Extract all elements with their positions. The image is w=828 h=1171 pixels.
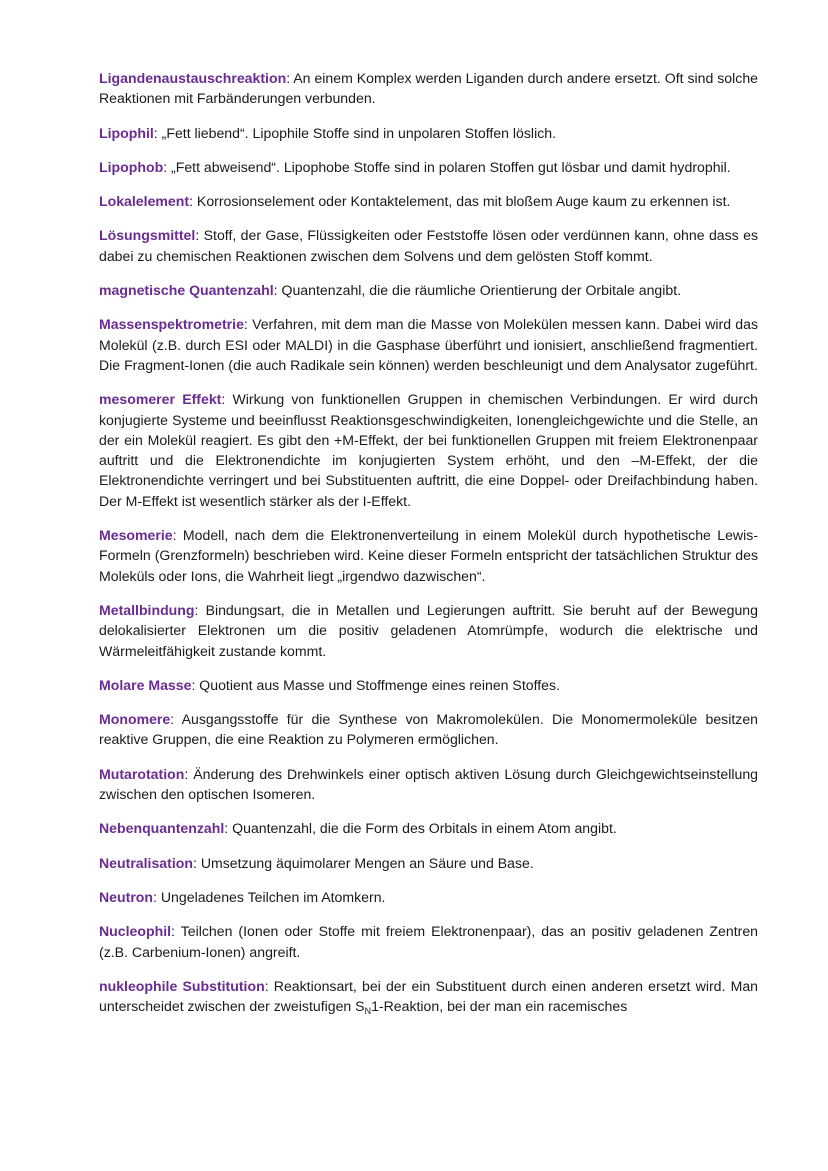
term: mesomerer Effekt [99, 391, 222, 408]
entry-nebenquantenzahl: Nebenquantenzahl: Quantenzahl, die die Form des Orbitals in einem Atom angibt. [99, 820, 617, 837]
definition: Quotient aus Masse und Stoffmenge eines reinen Stoffes. [199, 676, 560, 693]
entry-monomere: Monomere: Ausgangsstoffe für die Synthese von Makromolekülen. Die Monomermoleküle besitzen reaktive Gruppen, die eine Reaktion zu Polymeren ermöglichen. [99, 711, 758, 748]
entry-mesomerer-effekt: mesomerer Effekt: Wirkung von funktionellen Gruppen in chemischen Verbindungen. Er wird durch konjugierte Systeme und beeinflusst Reaktionsgeschwindigkeiten, Ionengleichgewichte und die Stelle, an der ein Molekül reagiert. Es gibt den +M-Effekt, der bei funktionellen Gruppen mit freiem Elektronenpaar auftritt und die Elektronendichte im konjugierten System erhöht, und den –M-Effekt, der die Elektronendichte verringert und bei Substituenten auftritt, die eine Doppel- oder Dreifachbindung haben. Der M-Effekt ist wesentlich stärker als der I-Effekt. [99, 391, 758, 509]
term: Lipophil [99, 124, 154, 141]
definition: Quantenzahl, die die räumliche Orientierung der Orbitale angibt. [281, 282, 682, 299]
entry-loesungsmittel: Lösungsmittel: Stoff, der Gase, Flüssigkeiten oder Feststoffe lösen oder verdünnen kann, ohne dass es dabei zu chemischen Reaktionen zwischen dem Solvens und dem gelösten Stoff kommt. [99, 227, 758, 264]
term: Nucleophil [99, 923, 172, 940]
term: nukleophile Substitution [99, 977, 265, 994]
definition: Korrosionselement oder Kontaktelement, das mit bloßem Auge kaum zu erkennen ist. [196, 193, 731, 210]
entry-magnetische-quantenzahl: magnetische Quantenzahl: Quantenzahl, die die räumliche Orientierung der Orbitale angibt. [99, 282, 682, 299]
term: Neutralisation [99, 854, 193, 871]
entry-mesomerie: Mesomerie: Modell, nach dem die Elektronenverteilung in einem Molekül durch hypothetische Lewis-Formeln (Grenzformeln) beschrieben wird. Keine dieser Formeln entspricht der tatsächlichen Struktur des Moleküls oder Ions, die Wahrheit liegt „irgendwo dazwischen“. [99, 527, 758, 584]
definition: Ausgangsstoffe für die Synthese von Makromolekülen. Die Monomermoleküle besitzen reaktive Gruppen, die eine Reaktion zu Polymeren ermöglichen. [99, 711, 758, 748]
definition: Quantenzahl, die die Form des Orbitals in einem Atom angibt. [232, 820, 617, 837]
term: Metallbindung [99, 601, 195, 618]
term: Lipophob [99, 158, 164, 175]
entry-lipophob: Lipophob: „Fett abweisend“. Lipophobe Stoffe sind in polaren Stoffen gut lösbar und damit hydrophil. [99, 158, 731, 175]
entry-molare-masse: Molare Masse: Quotient aus Masse und Stoffmenge eines reinen Stoffes. [99, 676, 560, 693]
subscript-n: N [364, 1006, 372, 1017]
definition: „Fett liebend“. Lipophile Stoffe sind in unpolaren Stoffen löslich. [161, 124, 556, 141]
term: Molare Masse [99, 676, 192, 693]
entry-neutron: Neutron: Ungeladenes Teilchen im Atomkern. [99, 888, 386, 905]
term: Neutron [99, 888, 154, 905]
entry-lokalelement: Lokalelement: Korrosionselement oder Kontaktelement, das mit bloßem Auge kaum zu erkennen ist. [99, 193, 731, 210]
definition: Ungeladenes Teilchen im Atomkern. [160, 888, 386, 905]
entry-ligandenaustauschreaktion: Ligandenaustauschreaktion: An einem Komplex werden Liganden durch andere ersetzt. Oft sind solche Reaktionen mit Farbänderungen verbunden. [99, 70, 758, 107]
definition: Teilchen (Ionen oder Stoffe mit freiem Elektronenpaar), das an positiv geladenen Zentren (z.B. Carbenium-Ionen) angreift. [99, 923, 758, 960]
definition-continued: 1-Reaktion, bei der man ein racemisches [371, 998, 628, 1015]
definition: Verfahren, mit dem man die Masse von Molekülen messen kann. Dabei wird das Molekül (z.B. durch ESI oder MALDI) in die Gasphase überführt und ionisiert, anschließend fragmentiert. Die Fragment-Ionen (die auch Radikale sein können) werden beschleunigt und dem Analysator zugeführt. [99, 316, 758, 373]
entry-lipophil: Lipophil: „Fett liebend“. Lipophile Stoffe sind in unpolaren Stoffen löslich. [99, 124, 556, 141]
definition: „Fett abweisend“. Lipophobe Stoffe sind in polaren Stoffen gut lösbar und damit hydrophil. [171, 158, 731, 175]
definition: Reaktionsart, bei der ein Substituent durch einen anderen ersetzt wird. Man unterscheidet zwischen der zweistufigen S [99, 977, 758, 1015]
entry-neutralisation: Neutralisation: Umsetzung äquimolarer Mengen an Säure und Base. [99, 854, 534, 871]
term: magnetische Quantenzahl [99, 282, 274, 299]
term: Mutarotation [99, 765, 185, 782]
definition: Änderung des Drehwinkels einer optisch aktiven Lösung durch Gleichgewichtseinstellung zwischen den optischen Isomeren. [99, 765, 758, 803]
term: Lösungsmittel [99, 227, 196, 244]
term: Ligandenaustauschreaktion [99, 70, 287, 86]
definition: Umsetzung äquimolarer Mengen an Säure und Base. [200, 854, 534, 871]
glossary-page [99, 68, 758, 1030]
term: Mesomerie [99, 527, 173, 544]
entry-metallbindung: Metallbindung: Bindungsart, die in Metallen und Legierungen auftritt. Sie beruht auf der Bewegung delokalisierter Elektronen um die positiv geladenen Atomrümpfe, wodurch die elektrische und Wärmeleitfähigkeit zustande kommt. [99, 601, 758, 659]
term: Monomere [99, 711, 171, 728]
definition: An einem Komplex werden Liganden durch andere ersetzt. Oft sind solche Reaktionen mit Farbänderungen verbunden. [99, 70, 758, 107]
entry-mutarotation: Mutarotation: Änderung des Drehwinkels einer optisch aktiven Lösung durch Gleichgewichtseinstellung zwischen den optischen Isomeren. [99, 765, 758, 803]
term: Lokalelement [99, 193, 190, 210]
entry-nukleophile-substitution: nukleophile Substitution: Reaktionsart, bei der ein Substituent durch einen anderen ersetzt wird. Man unterscheidet zwischen der zweistufigen $S_N1$-Reaktion, bei der man ein racemisches [99, 977, 758, 1017]
entry-nucleophil: Nucleophil: Teilchen (Ionen oder Stoffe mit freiem Elektronenpaar), das an positiv geladenen Zentren (z.B. Carbenium-Ionen) angreift. [99, 923, 758, 960]
definition: Wirkung von funktionellen Gruppen in chemischen Verbindungen. Er wird durch konjugierte Systeme und beeinflusst Reaktionsgeschwindigkeiten, Ionengleichgewichte und die Stelle, an der ein Molekül reagiert. Es gibt den +M-Effekt, der bei funktionellen Gruppen mit freiem Elektronenpaar auftritt und die Elektronendichte im konjugierten System erhöht, und den –M-Effekt, der die Elektronendichte verringert und bei Substituenten auftritt, die eine Doppel- oder Dreifachbindung haben. Der M-Effekt ist wesentlich stärker als der I-Effekt. [99, 391, 758, 509]
term: Nebenquantenzahl [99, 820, 225, 837]
definition: Bindungsart, die in Metallen und Legierungen auftritt. Sie beruht auf der Bewegung delokalisierter Elektronen um die positiv geladenen Atomrümpfe, wodurch die elektrische und Wärmeleitfähigkeit zustande kommt. [99, 601, 758, 659]
definition: Stoff, der Gase, Flüssigkeiten oder Feststoffe lösen oder verdünnen kann, ohne dass es dabei zu chemischen Reaktionen zwischen dem Solvens und dem gelösten Stoff kommt. [99, 227, 758, 264]
entry-massenspektrometrie: Massenspektrometrie: Verfahren, mit dem man die Masse von Molekülen messen kann. Dabei wird das Molekül (z.B. durch ESI oder MALDI) in die Gasphase überführt und ionisiert, anschließend fragmentiert. Die Fragment-Ionen (die auch Radikale sein können) werden beschleunigt und dem Analysator zugeführt. [99, 316, 758, 373]
term: Massenspektrometrie [99, 316, 244, 333]
definition: Modell, nach dem die Elektronenverteilung in einem Molekül durch hypothetische Lewis-Formeln (Grenzformeln) beschrieben wird. Keine dieser Formeln entspricht der tatsächlichen Struktur des Moleküls oder Ions, die Wahrheit liegt „irgendwo dazwischen“. [99, 527, 758, 584]
